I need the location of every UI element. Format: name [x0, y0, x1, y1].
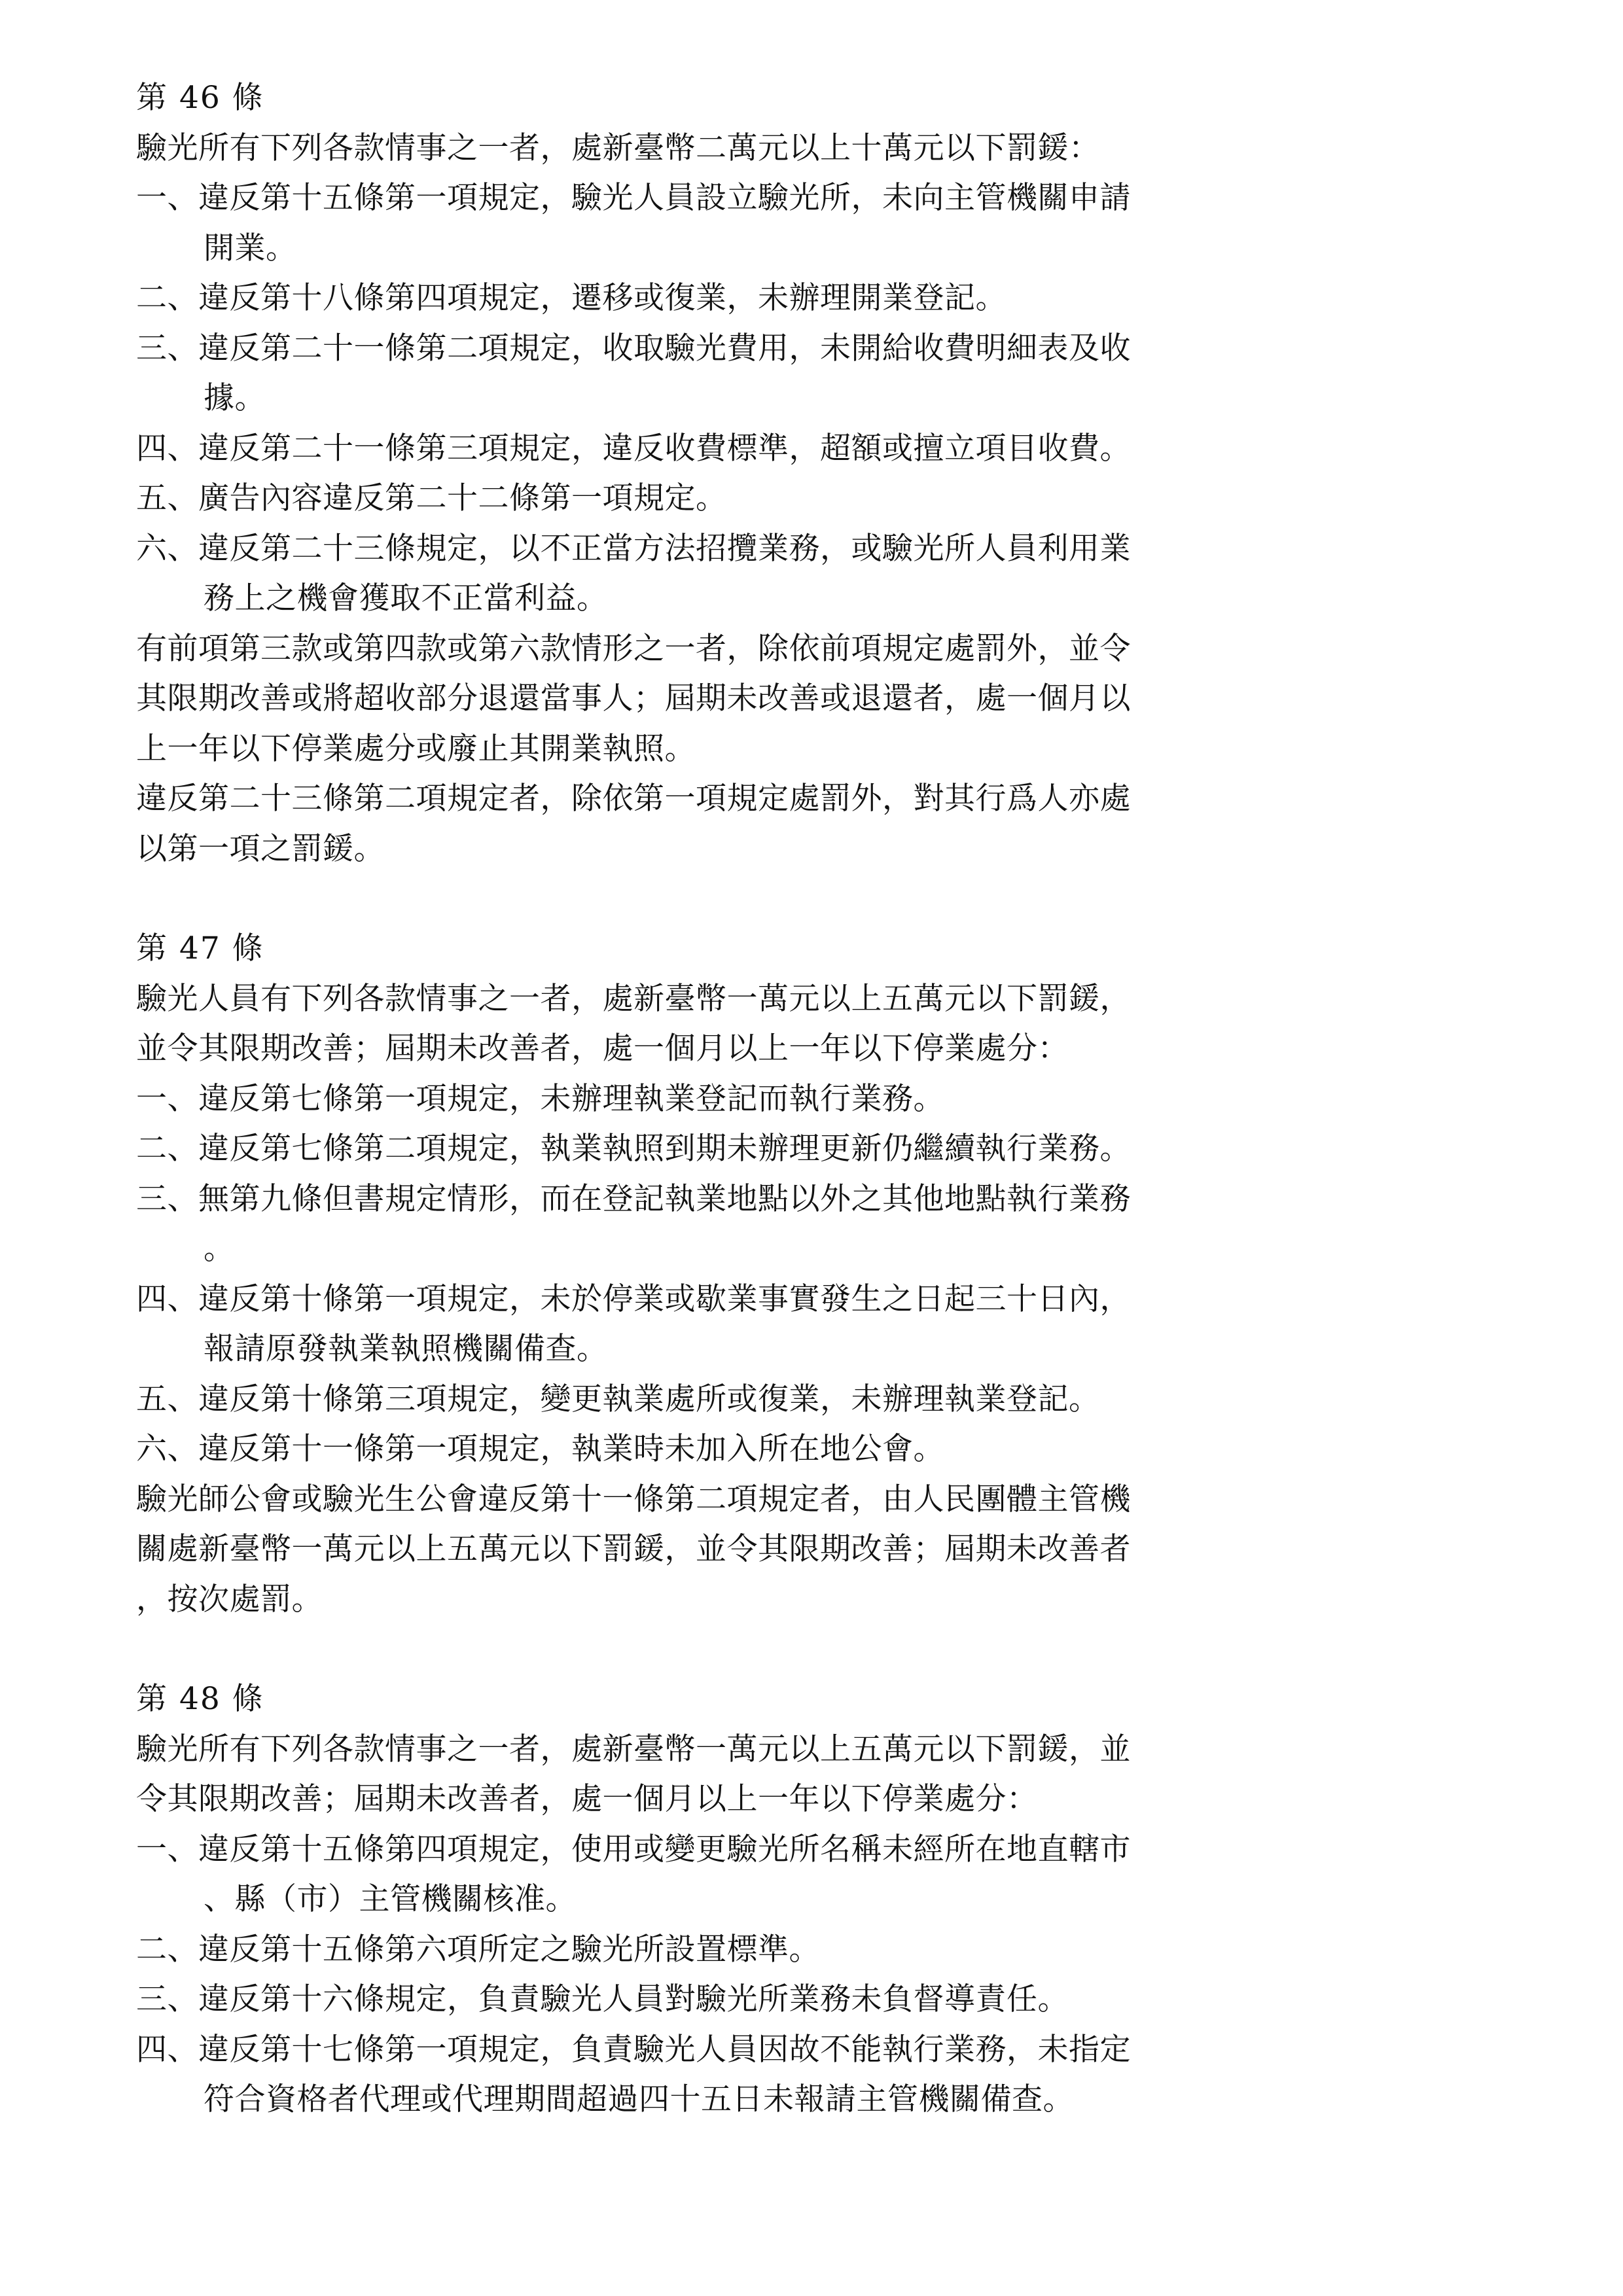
list-item: 一、違反第十五條第一項規定，驗光人員設立驗光所，未向主管機關申請: [136, 180, 1131, 216]
list-item: 四、違反第二十一條第三項規定，違反收費標準，超額或擅立項目收費。: [136, 430, 1131, 467]
article-heading: 第 47 條: [136, 930, 264, 966]
paragraph-line: 違反第二十三條第二項規定者，除依第一項規定處罰外，對其行爲人亦處: [136, 781, 1131, 817]
list-item: 五、廣告內容違反第二十二條第一項規定。: [136, 480, 727, 516]
article-section: [136, 924, 1196, 1625]
list-item: 二、違反第十八條第四項規定，遷移或復業，未辦理開業登記。: [136, 280, 1007, 316]
list-item-continuation: 據。: [204, 380, 266, 416]
paragraph-line: 令其限期改善；屆期未改善者，處一個月以上一年以下停業處分：: [136, 1781, 1038, 1817]
list-item: 三、無第九條但書規定情形，而在登記執業地點以外之其他地點執行業務: [136, 1180, 1131, 1217]
article-section: [136, 73, 1196, 874]
list-item: 六、違反第十一條第一項規定，執業時未加入所在地公會。: [136, 1431, 944, 1467]
paragraph-line: 有前項第三款或第四款或第六款情形之一者，除依前項規定處罰外，並令: [136, 630, 1131, 667]
list-item-continuation: 開業。: [204, 230, 297, 266]
list-item: 二、違反第十五條第六項所定之驗光所設置標準。: [136, 1931, 820, 1968]
article-heading: 第 48 條: [136, 1681, 264, 1717]
list-item-continuation: 務上之機會獲取不正當利益。: [204, 580, 608, 616]
paragraph-line: 上一年以下停業處分或廢止其開業執照。: [136, 730, 696, 767]
paragraph-line: 並令其限期改善；屆期未改善者，處一個月以上一年以下停業處分：: [136, 1031, 1069, 1067]
list-item: 六、違反第二十三條規定，以不正當方法招攬業務，或驗光所人員利用業: [136, 530, 1131, 567]
paragraph-line: 以第一項之罰鍰。: [136, 830, 385, 867]
list-item-continuation: 報請原發執業執照機關備查。: [204, 1331, 608, 1367]
paragraph-line: 驗光所有下列各款情事之一者，處新臺幣一萬元以上五萬元以下罰鍰，並: [136, 1731, 1131, 1767]
paragraph-line: 關處新臺幣一萬元以上五萬元以下罰鍰，並令其限期改善；屆期未改善者: [136, 1531, 1131, 1567]
list-item-continuation: 。: [204, 1231, 235, 1267]
paragraph-line: 驗光所有下列各款情事之一者，處新臺幣二萬元以上十萬元以下罰鍰：: [136, 130, 1100, 166]
list-item: 五、違反第十條第三項規定，變更執業處所或復業，未辦理執業登記。: [136, 1381, 1100, 1417]
list-item-continuation: 、縣（市）主管機關核准。: [204, 1881, 577, 1917]
list-item: 三、違反第二十一條第二項規定，收取驗光費用，未開給收費明細表及收: [136, 330, 1131, 366]
article-heading: 第 46 條: [136, 80, 264, 116]
document-page: [136, 73, 1196, 2125]
paragraph-line: 驗光人員有下列各款情事之一者，處新臺幣一萬元以上五萬元以下罰鍰，: [136, 980, 1131, 1017]
list-item: 一、違反第十五條第四項規定，使用或變更驗光所名稱未經所在地直轄市: [136, 1831, 1131, 1867]
paragraph-line: ，按次處罰。: [136, 1581, 323, 1617]
article-section: [136, 1674, 1196, 2125]
list-item-continuation: 符合資格者代理或代理期間超過四十五日未報請主管機關備查。: [204, 2081, 1074, 2117]
list-item: 四、違反第十七條第一項規定，負責驗光人員因故不能執行業務，未指定: [136, 2031, 1131, 2068]
paragraph-line: 驗光師公會或驗光生公會違反第十一條第二項規定者，由人民團體主管機: [136, 1481, 1131, 1517]
list-item: 一、違反第七條第一項規定，未辦理執業登記而執行業務。: [136, 1080, 944, 1117]
list-item: 二、違反第七條第二項規定，執業執照到期未辦理更新仍繼續執行業務。: [136, 1131, 1131, 1167]
paragraph-line: 其限期改善或將超收部分退還當事人；屆期未改善或退還者，處一個月以: [136, 680, 1131, 716]
list-item: 三、違反第十六條規定，負責驗光人員對驗光所業務未負督導責任。: [136, 1981, 1069, 2017]
list-item: 四、違反第十條第一項規定，未於停業或歇業事實發生之日起三十日內，: [136, 1280, 1131, 1317]
